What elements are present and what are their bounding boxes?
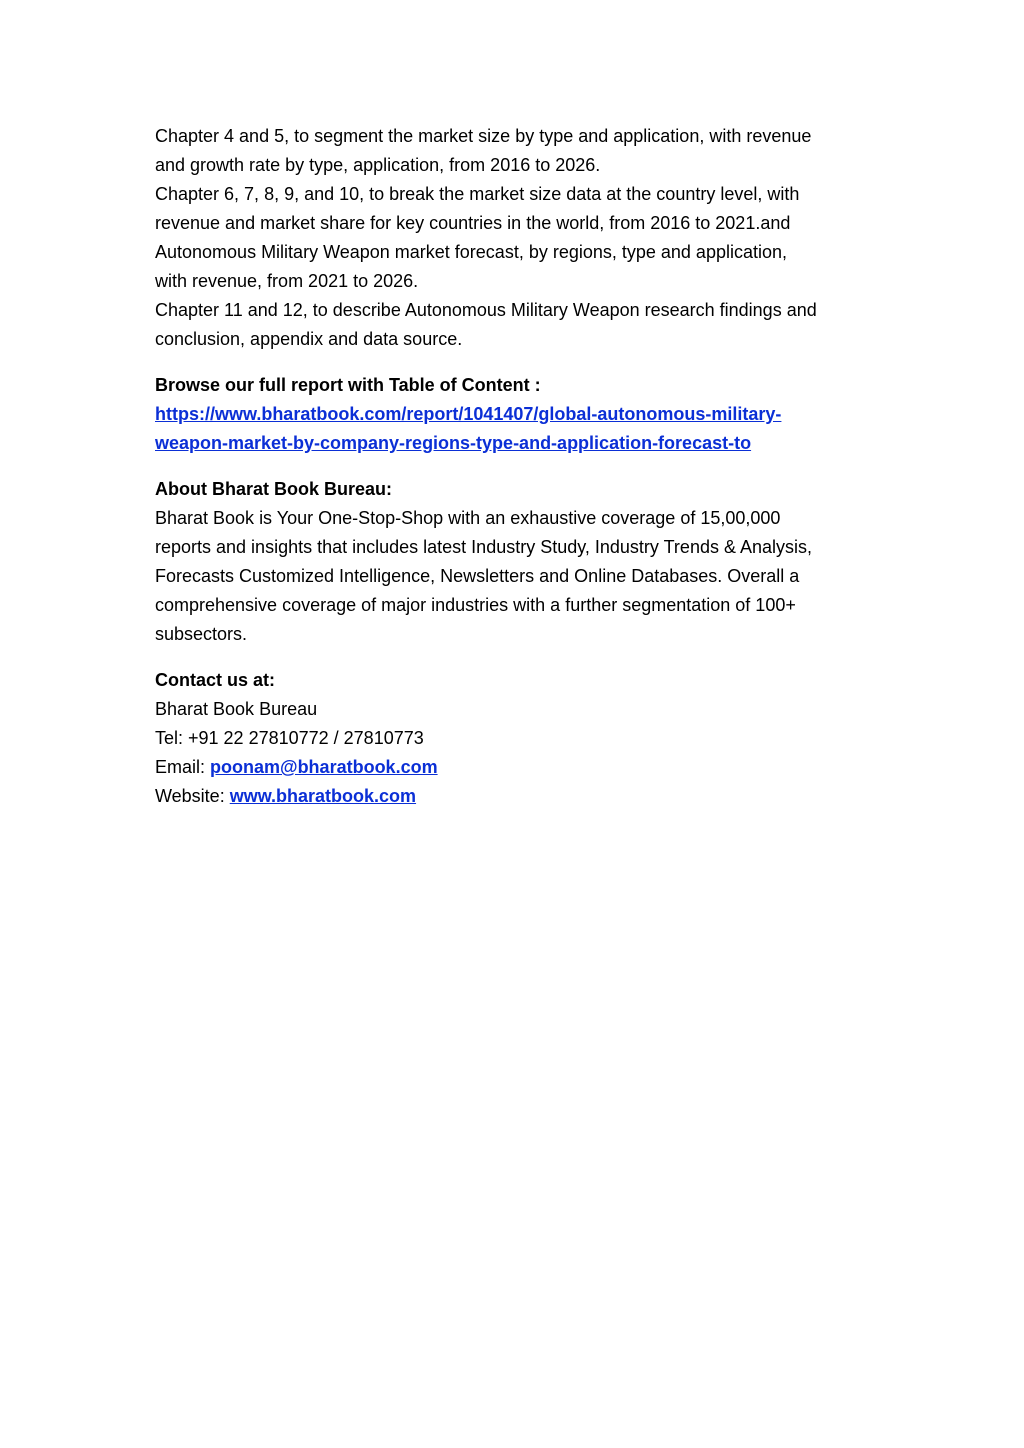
contact-website-row [155, 782, 875, 811]
chapters-paragraph [155, 122, 875, 354]
report-link-line[interactable]: https://www.bharatbook.com/report/1041407/global-autonomous-military- [155, 404, 782, 424]
about-line: comprehensive coverage of major industries with a further segmentation of 100+ [155, 595, 796, 615]
report-link-continued[interactable] [155, 429, 875, 458]
contact-company: Bharat Book Bureau [155, 699, 318, 719]
document-content [155, 122, 875, 811]
paragraph-spacer [155, 354, 875, 371]
chapters-line: Chapter 11 and 12, to describe Autonomous Military Weapon research findings and [155, 300, 817, 320]
contact-tel: Tel: +91 22 27810772 / 27810773 [155, 728, 424, 748]
about-section [155, 475, 875, 649]
about-line: subsectors. [155, 624, 248, 644]
chapters-line: Chapter 4 and 5, to segment the market size by type and application, with revenue [155, 126, 812, 146]
chapters-line: conclusion, appendix and data source. [155, 329, 463, 349]
website-label: Website: [155, 786, 230, 806]
browse-section [155, 371, 875, 458]
chapters-line: Chapter 6, 7, 8, 9, and 10, to break the market size data at the country level, with [155, 184, 800, 204]
email-link[interactable]: poonam@bharatbook.com [210, 757, 438, 777]
website-link[interactable]: www.bharatbook.com [229, 786, 417, 806]
contact-section [155, 666, 875, 811]
paragraph-spacer [155, 458, 875, 475]
paragraph-spacer [155, 649, 875, 666]
about-line: Forecasts Customized Intelligence, Newsletters and Online Databases. Overall a [155, 566, 800, 586]
email-label: Email: [155, 757, 211, 777]
about-line: Bharat Book is Your One-Stop-Shop with an exhaustive coverage of 15,00,000 [155, 508, 781, 528]
chapters-line: with revenue, from 2021 to 2026. [155, 271, 419, 291]
about-heading: About Bharat Book Bureau: [155, 479, 393, 499]
chapters-line: and growth rate by type, application, from 2016 to 2026. [155, 155, 601, 175]
about-line: reports and insights that includes latest Industry Study, Industry Trends & Analysis, [155, 537, 812, 557]
report-link-line[interactable]: weapon-market-by-company-regions-type-and-application-forecast-to [155, 433, 752, 453]
contact-heading: Contact us at: [155, 670, 276, 690]
browse-heading: Browse our full report with Table of Content : [155, 375, 541, 395]
chapters-line: revenue and market share for key countries in the world, from 2016 to 2021.and [155, 213, 791, 233]
report-link[interactable] [155, 400, 875, 429]
contact-email-row [155, 753, 875, 782]
chapters-line: Autonomous Military Weapon market forecast, by regions, type and application, [155, 242, 787, 262]
